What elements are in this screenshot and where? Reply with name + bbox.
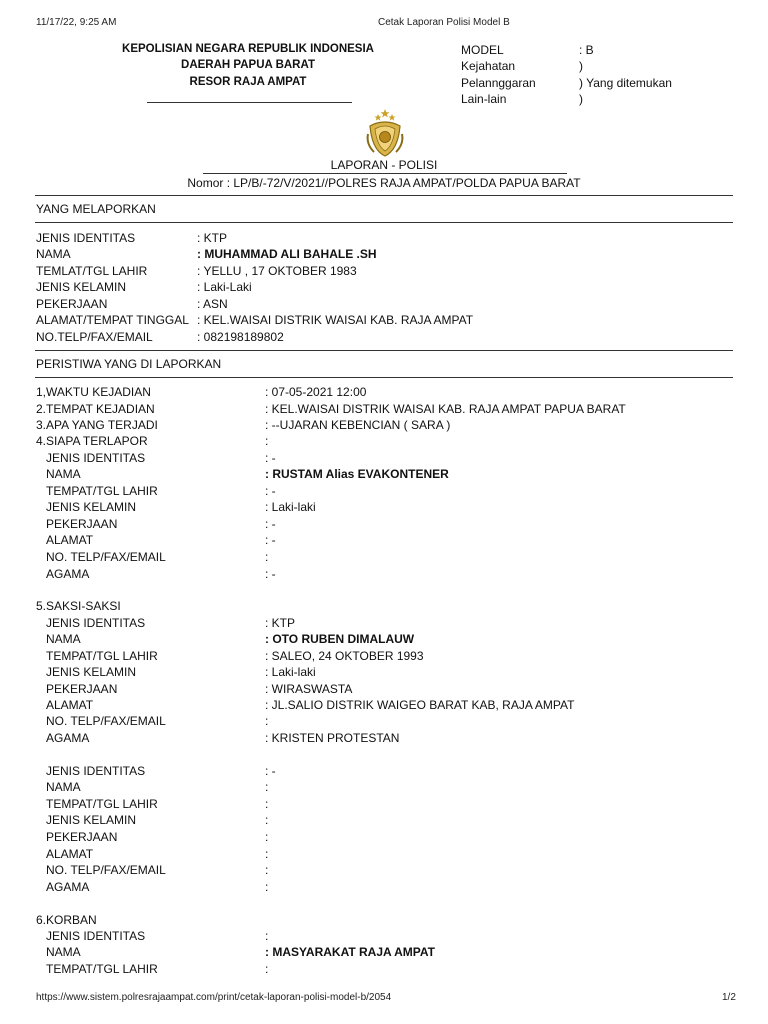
incident-heading: PERISTIWA YANG DI LAPORKAN xyxy=(36,357,222,371)
incident-what-label: 3.APA YANG TERJADI xyxy=(36,418,158,432)
reported-gender-value: : Laki-laki xyxy=(265,500,316,514)
section-divider xyxy=(35,377,733,378)
witness1-birth-value: : SALEO, 24 OKTOBER 1993 xyxy=(265,649,424,663)
reported-birth-label: TEMPAT/TGL LAHIR xyxy=(46,484,158,498)
reporter-phone-value: : 082198189802 xyxy=(197,330,284,344)
reported-phone-value: : xyxy=(265,550,269,564)
reporter-address-label: ALAMAT/TEMPAT TINGGAL xyxy=(36,313,189,327)
incident-reported-value: : xyxy=(265,434,269,448)
reported-religion-label: AGAMA xyxy=(46,567,90,581)
witness2-gender-label: JENIS KELAMIN xyxy=(46,813,137,827)
section-divider xyxy=(35,195,733,196)
print-datetime: 11/17/22, 9:25 AM xyxy=(36,17,117,28)
report-number: Nomor : LP/B/-72/V/2021//POLRES RAJA AMPAT/POLDA PAPUA BARAT xyxy=(187,176,581,190)
witness2-address-label: ALAMAT xyxy=(46,847,94,861)
reporter-phone-label: NO.TELP/FAX/EMAIL xyxy=(36,330,153,344)
kejahatan-value: ) xyxy=(579,59,583,73)
witness2-phone-value: : xyxy=(265,863,269,877)
witness1-phone-label: NO. TELP/FAX/EMAIL xyxy=(46,714,166,728)
witness2-gender-value: : xyxy=(265,813,269,827)
incident-what-value: : --UJARAN KEBENCIAN ( SARA ) xyxy=(265,418,451,432)
reported-birth-value: : - xyxy=(265,484,276,498)
lain-lain-label: Lain-lain xyxy=(461,92,507,106)
report-title: LAPORAN - POLISI xyxy=(330,158,438,172)
pelanggaran-label: Pelannggaran xyxy=(461,76,536,90)
print-url: https://www.sistem.polresrajaampat.com/print/cetak-laporan-polisi-model-b/2054 xyxy=(36,992,392,1003)
witness2-name-value: : xyxy=(265,780,269,794)
victim-name-label: NAMA xyxy=(46,945,81,959)
kejahatan-label: Kejahatan xyxy=(461,59,516,73)
witness1-id-type-label: JENIS IDENTITAS xyxy=(46,616,146,630)
model-value: : B xyxy=(579,43,594,57)
witness2-name-label: NAMA xyxy=(46,780,81,794)
reporter-id-type-value: : KTP xyxy=(197,231,228,245)
reported-name-value: : RUSTAM Alias EVAKONTENER xyxy=(265,467,449,481)
incident-place-value: : KEL.WAISAI DISTRIK WAISAI KAB. RAJA AMPAT PAPUA BARAT xyxy=(265,402,626,416)
witness2-id-type-label: JENIS IDENTITAS xyxy=(46,764,146,778)
incident-reported-label: 4.SIAPA TERLAPOR xyxy=(36,434,148,448)
reporter-name-label: NAMA xyxy=(36,247,71,261)
section-divider xyxy=(35,350,733,351)
org-underline xyxy=(147,102,352,103)
incident-time-label: 1,WAKTU KEJADIAN xyxy=(36,385,151,399)
reported-job-label: PEKERJAAN xyxy=(46,517,118,531)
witness1-phone-value: : xyxy=(265,714,269,728)
reported-id-type-label: JENIS IDENTITAS xyxy=(46,451,146,465)
org-line-3: RESOR RAJA AMPAT xyxy=(189,76,307,88)
witness1-gender-label: JENIS KELAMIN xyxy=(46,665,137,679)
reporter-address-value: : KEL.WAISAI DISTRIK WAISAI KAB. RAJA AMPAT xyxy=(197,313,474,327)
witness1-religion-label: AGAMA xyxy=(46,731,90,745)
print-page-number: 1/2 xyxy=(722,992,736,1003)
section-divider xyxy=(35,222,733,223)
witness1-address-label: ALAMAT xyxy=(46,698,94,712)
reporter-birth-label: TEMLAT/TGL LAHIR xyxy=(36,264,148,278)
witness1-gender-value: : Laki-laki xyxy=(265,665,316,679)
witness1-job-value: : WIRASWASTA xyxy=(265,682,353,696)
print-title: Cetak Laporan Polisi Model B xyxy=(378,17,510,28)
witness-heading: 5.SAKSI-SAKSI xyxy=(36,599,121,613)
reporter-gender-label: JENIS KELAMIN xyxy=(36,280,127,294)
witness1-name-value: : OTO RUBEN DIMALAUW xyxy=(265,632,415,646)
victim-id-type-value: : xyxy=(265,929,269,943)
witness2-birth-value: : xyxy=(265,797,269,811)
witness2-job-value: : xyxy=(265,830,269,844)
incident-time-value: : 07-05-2021 12:00 xyxy=(265,385,367,399)
witness1-birth-label: TEMPAT/TGL LAHIR xyxy=(46,649,158,663)
lain-lain-value: ) xyxy=(579,92,583,106)
incident-place-label: 2.TEMPAT KEJADIAN xyxy=(36,402,155,416)
reported-id-type-value: : - xyxy=(265,451,276,465)
reported-address-label: ALAMAT xyxy=(46,533,94,547)
reporter-birth-value: : YELLU , 17 OKTOBER 1983 xyxy=(197,264,357,278)
org-line-1: KEPOLISIAN NEGARA REPUBLIK INDONESIA xyxy=(122,43,374,55)
reporter-job-value: : ASN xyxy=(197,297,228,311)
victim-birth-label: TEMPAT/TGL LAHIR xyxy=(46,962,158,976)
reported-religion-value: : - xyxy=(265,567,276,581)
witness2-religion-value: : xyxy=(265,880,269,894)
report-title-underline xyxy=(203,173,567,174)
witness2-phone-label: NO. TELP/FAX/EMAIL xyxy=(46,863,166,877)
model-label: MODEL xyxy=(461,43,504,57)
witness2-id-type-value: : - xyxy=(265,764,276,778)
witness2-address-value: : xyxy=(265,847,269,861)
witness1-religion-value: : KRISTEN PROTESTAN xyxy=(265,731,400,745)
reported-gender-label: JENIS KELAMIN xyxy=(46,500,137,514)
reporter-id-type-label: JENIS IDENTITAS xyxy=(36,231,136,245)
reporter-name-value: : MUHAMMAD ALI BAHALE .SH xyxy=(197,247,377,261)
victim-birth-value: : xyxy=(265,962,269,976)
witness1-job-label: PEKERJAAN xyxy=(46,682,118,696)
reported-job-value: : - xyxy=(265,517,276,531)
victim-heading: 6.KORBAN xyxy=(36,913,97,927)
witness1-id-type-value: : KTP xyxy=(265,616,296,630)
reported-name-label: NAMA xyxy=(46,467,81,481)
victim-id-type-label: JENIS IDENTITAS xyxy=(46,929,146,943)
pelanggaran-value: ) Yang ditemukan xyxy=(579,76,672,90)
reported-phone-label: NO. TELP/FAX/EMAIL xyxy=(46,550,166,564)
reporter-heading: YANG MELAPORKAN xyxy=(36,202,156,216)
reporter-job-label: PEKERJAAN xyxy=(36,297,108,311)
victim-name-value: : MASYARAKAT RAJA AMPAT xyxy=(265,945,435,959)
org-line-2: DAERAH PAPUA BARAT xyxy=(181,59,315,71)
witness1-name-label: NAMA xyxy=(46,632,81,646)
witness2-birth-label: TEMPAT/TGL LAHIR xyxy=(46,797,158,811)
police-emblem-icon xyxy=(360,108,410,158)
witness2-job-label: PEKERJAAN xyxy=(46,830,118,844)
reporter-gender-value: : Laki-Laki xyxy=(197,280,252,294)
reported-address-value: : - xyxy=(265,533,276,547)
witness1-address-value: : JL.SALIO DISTRIK WAIGEO BARAT KAB, RAJA AMPAT xyxy=(265,698,575,712)
witness2-religion-label: AGAMA xyxy=(46,880,90,894)
